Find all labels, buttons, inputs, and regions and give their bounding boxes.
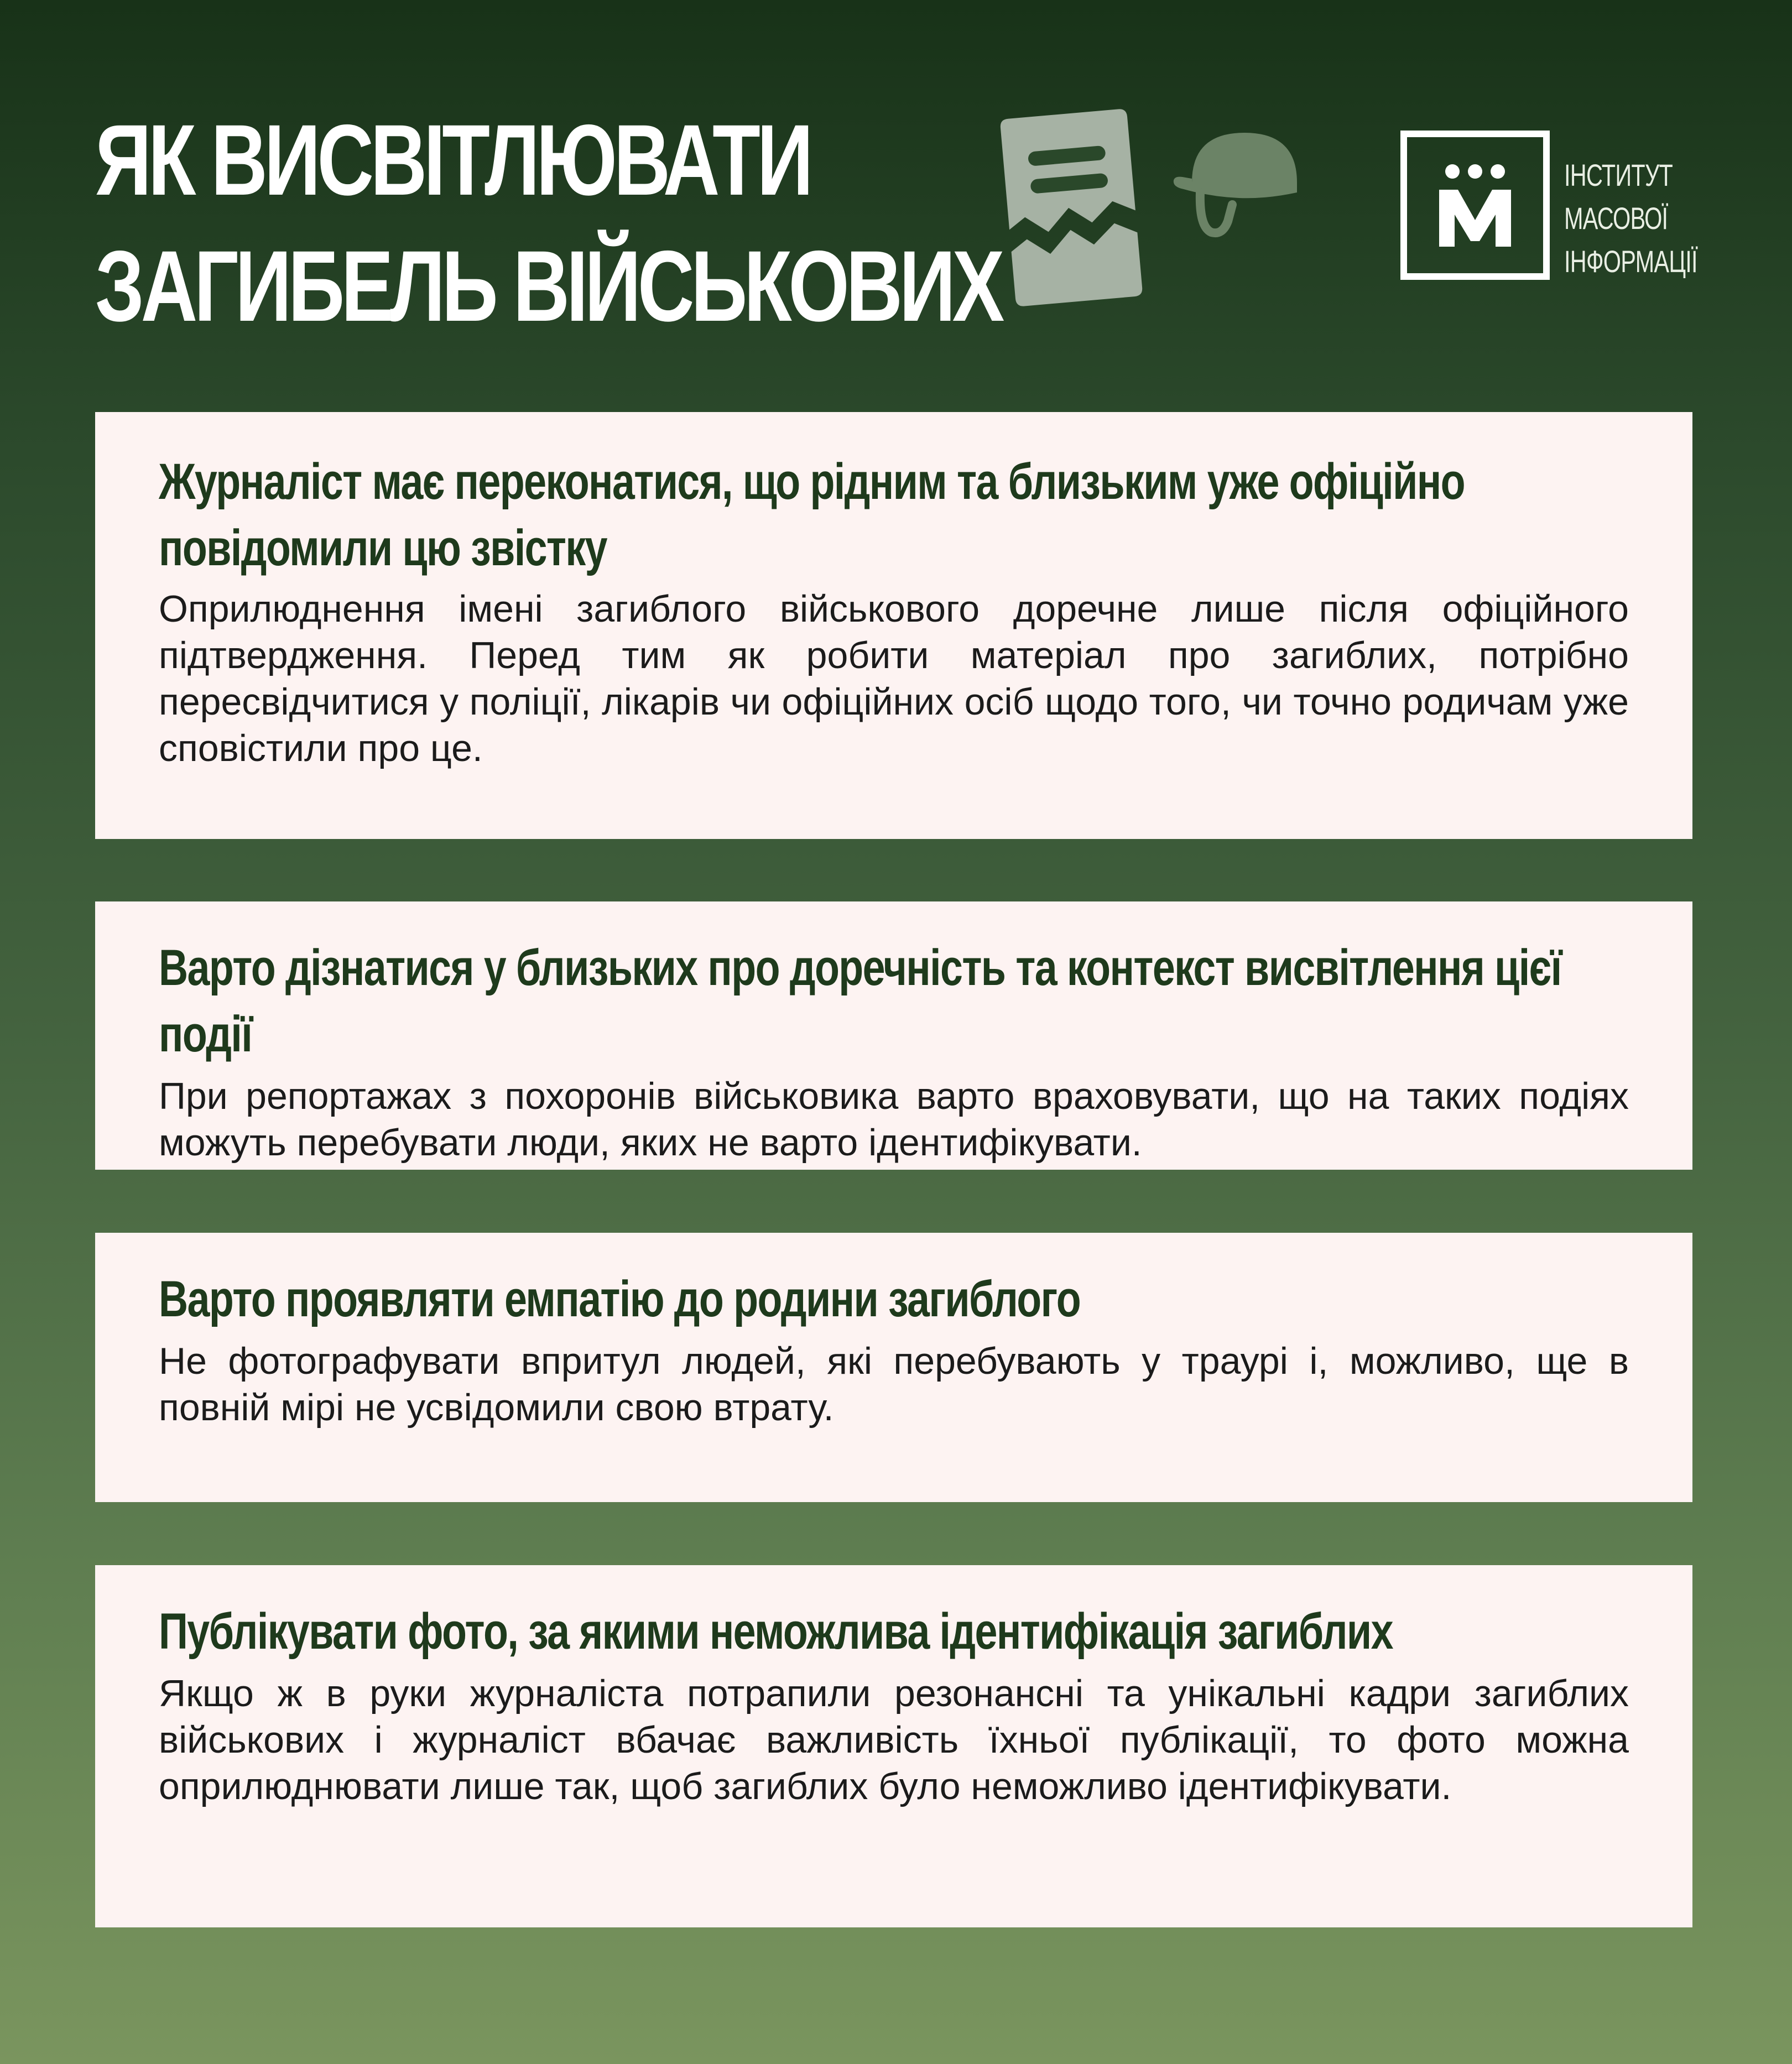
institute-logo-text <box>1564 154 1728 283</box>
card-heading: Варто проявляти емпатію до родини загиблого <box>159 1271 1081 1327</box>
page-title-line-1: ЯК ВИСВІТЛЮВАТИ <box>95 103 810 216</box>
card-heading: Публікувати фото, за якими неможлива ідентифікація загиблих <box>159 1603 1393 1660</box>
info-card-empathy <box>95 1233 1692 1502</box>
torn-document-icon <box>986 105 1163 310</box>
card-body: При репортажах з похоронів військовика варто враховувати, що на таких подіях можуть перебувати люди, яких не варто ідентифікувати. <box>159 1075 1629 1164</box>
logo-m-icon <box>1407 137 1543 273</box>
card-body: Якщо ж в руки журналіста потрапили резонансні та унікальні кадри загиблих військових і журналіст вбачає важливість їхньої публікації, то фото можна оприлюднювати лише так, щоб загиблих було неможливо ідентифікувати. <box>159 1672 1629 1807</box>
institute-logo-mark <box>1400 131 1550 280</box>
military-helmet-icon <box>1167 122 1305 249</box>
card-heading: Журналіст має переконатися, що рідним та близьким уже офіційно повідомили цю звістку <box>159 454 1465 576</box>
card-body: Оприлюднення імені загиблого військового доречне лише після офіційного підтвердження. Перед тим як робити матеріал про загиблих, потрібно пересвідчитися у поліції, лікарів чи офіційних осіб щодо того, чи точно родичам уже сповістили про це. <box>159 588 1629 769</box>
card-heading: Варто дізнатися у близьких про доречність та контекст висвітлення цієї події <box>159 940 1561 1062</box>
card-body: Не фотографувати впритул людей, які перебувають у траурі і, можливо, ще в повній мірі не усвідомили свою втрату. <box>159 1340 1629 1429</box>
page-title-line-2: ЗАГИБЕЛЬ ВІЙСЬКОВИХ <box>95 230 1002 342</box>
info-card-context <box>95 901 1692 1170</box>
info-card-notify-relatives <box>95 412 1692 839</box>
info-card-photos <box>95 1565 1692 1927</box>
logo-text-line-1: ІНСТИТУТ <box>1564 158 1673 192</box>
page-title <box>95 97 1002 349</box>
logo-text-line-2: МАСОВОЇ <box>1564 201 1668 236</box>
logo-text-line-3: ІНФОРМАЦІЇ <box>1564 244 1697 279</box>
